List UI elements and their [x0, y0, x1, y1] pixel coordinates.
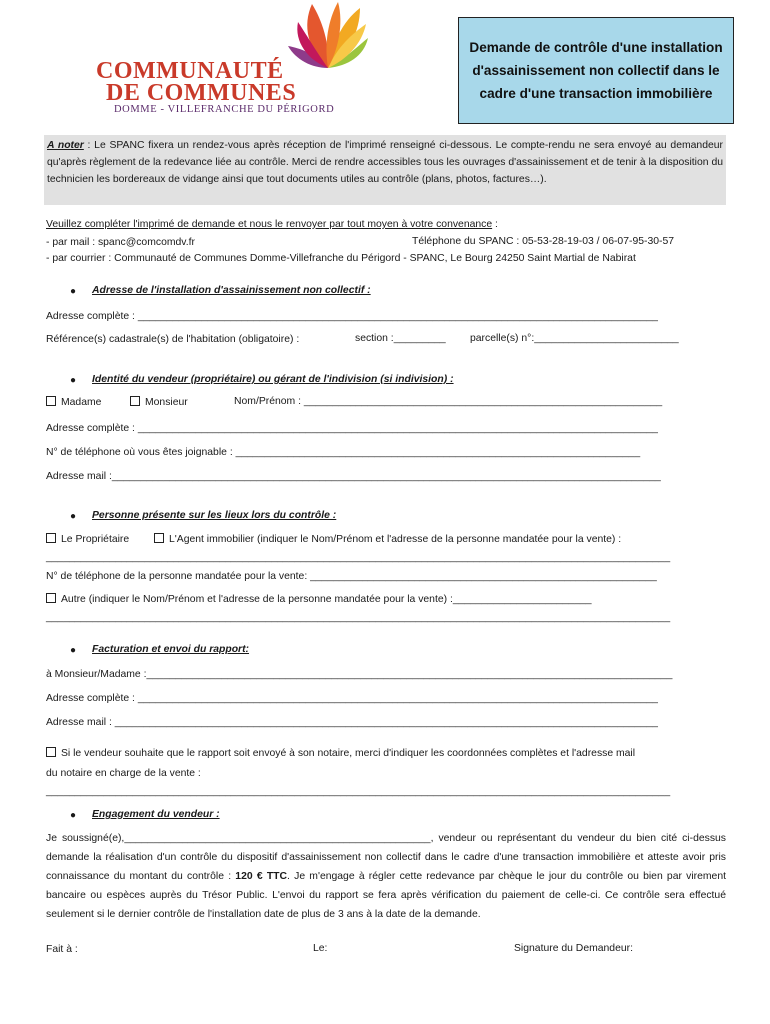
bullet-icon: ● — [70, 511, 77, 522]
notary-option[interactable]: Si le vendeur souhaite que le rapport soit envoyé à son notaire, merci d'indiquer les coordonnées complètes et l'adresse mail — [46, 747, 635, 761]
logo-text-line2: DE COMMUNES — [106, 80, 297, 106]
section4-blank-line[interactable]: ____________________________________________________________________________________________________________ — [46, 786, 671, 797]
note-label: A noter — [47, 140, 84, 151]
note-box — [44, 135, 726, 205]
agent-option[interactable]: L'Agent immobilier (indiquer le Nom/Prénom et l'adresse de la personne mandatée pour la vente) : — [154, 533, 621, 545]
bullet-icon: ● — [70, 286, 77, 297]
section4-recipient-field[interactable]: à Monsieur/Madame :___________________________________________________________________________________________ — [46, 669, 673, 680]
section3-blank-line[interactable]: ____________________________________________________________________________________________________________ — [46, 612, 671, 623]
section4-heading: Facturation et envoi du rapport: — [92, 644, 250, 655]
section2-heading: Identité du vendeur (propriétaire) ou gérant de l'indivision (si indivision) : — [92, 374, 454, 385]
checkbox-icon[interactable] — [130, 396, 140, 406]
title-box — [458, 17, 734, 124]
section1-refs-label: Référence(s) cadastrale(s) de l'habitation (obligatoire) : — [46, 334, 300, 345]
section2-name-field[interactable]: Nom/Prénom : ______________________________________________________________ — [234, 396, 663, 407]
section1-heading: Adresse de l'installation d'assainissement non collectif : — [92, 285, 371, 296]
section3-blank-line[interactable]: ____________________________________________________________________________________________________________ — [46, 552, 671, 563]
section1-section-field[interactable]: section :_________ — [355, 333, 446, 344]
section3-phone-field[interactable]: N° de téléphone de la personne mandatée pour la vente: ____________________________________________________________ — [46, 571, 657, 582]
section1-parcelle-field[interactable]: parcelle(s) n°:_________________________ — [470, 333, 679, 344]
checkbox-icon[interactable] — [46, 396, 56, 406]
other-option[interactable]: Autre (indiquer le Nom/Prénom et l'adresse de la personne mandatée pour la vente) :________________________ — [46, 593, 592, 607]
leaf-emblem-icon — [288, 0, 368, 70]
checkbox-icon[interactable] — [46, 747, 56, 757]
logo-text-line1: COMMUNAUTÉ — [96, 58, 284, 84]
monsieur-option[interactable]: Monsieur — [130, 396, 188, 408]
place-field[interactable]: Fait à : — [46, 944, 78, 955]
section5-heading: Engagement du vendeur : — [92, 809, 220, 820]
intro-post: - par courrier : Communauté de Communes Domme-Villefranche du Périgord - SPANC, Le Bourg 24250 Saint Martial de Nabirat — [46, 253, 636, 264]
section3-heading: Personne présente sur les lieux lors du contrôle : — [92, 510, 337, 521]
madame-option[interactable]: Madame — [46, 396, 101, 410]
engagement-paragraph: Je soussigné(e),_____________________________________________________, vendeur ou représentant du vendeur du bien cité ci-dessus demande la réalisation d'un contrôle du dispositif d'assainissement non collectif dans le cadre d'une transaction immobilière et atteste avoir pris connaissance du montant du contrôle : 120 € TTC. Je m'engage à régler cette redevance par chèque le jour du contrôle ou bien par virement bancaire ou espèces auprès du Trésor Public. L'envoi du rapport se fera après vérification du paiement de celle-ci. Ce contrôle sera effectué seulement si le dernier contrôle de l'installation date de plus de 3 ans à la date de la demande. — [46, 833, 726, 920]
logo — [92, 0, 362, 118]
signature-field[interactable]: Signature du Demandeur: — [514, 943, 633, 954]
section2-phone-field[interactable]: N° de téléphone où vous êtes joignable : ______________________________________________________________________ — [46, 447, 641, 458]
logo-text-line3: DOMME - VILLEFRANCHE DU PÉRIGORD — [114, 104, 335, 115]
checkbox-icon[interactable] — [46, 593, 56, 603]
owner-option[interactable]: Le Propriétaire — [46, 533, 129, 547]
intro-mail: - par mail : spanc@comcomdv.fr — [46, 237, 195, 248]
checkbox-icon[interactable] — [46, 533, 56, 543]
note-text: : Le SPANC fixera un rendez-vous après réception de l'imprimé renseigné ci-dessous. Le compte-rendu ne sera envoyé au demandeur qu'après règlement de la redevance liée au contrôle. Merci de rendre accessibles tous les ouvrages d'assainissement et de tenir à la disposition du technicien les bordereaux de vidange ainsi que tout documents utiles au contrôle (plans, photos, factures…). — [47, 140, 723, 185]
section2-mail-field[interactable]: Adresse mail :_______________________________________________________________________________________________ — [46, 471, 661, 482]
section2-address-field[interactable]: Adresse complète : __________________________________________________________________________________________ — [46, 423, 658, 434]
section4-address-field[interactable]: Adresse complète : __________________________________________________________________________________________ — [46, 693, 658, 704]
checkbox-icon[interactable] — [154, 533, 164, 543]
section4-mail-field[interactable]: Adresse mail : ______________________________________________________________________________________________ — [46, 717, 658, 728]
intro-instruction: Veuillez compléter l'imprimé de demande et nous le renvoyer par tout moyen à votre convenance — [46, 219, 493, 230]
bullet-icon: ● — [70, 810, 77, 821]
date-field[interactable]: Le: — [313, 943, 328, 954]
bullet-icon: ● — [70, 645, 77, 656]
fee-amount: 120 € TTC — [235, 871, 288, 882]
intro-phone: Téléphone du SPANC : 05-53-28-19-03 / 06-07-95-30-57 — [412, 236, 675, 247]
intro-line: Veuillez compléter l'imprimé de demande et nous le renvoyer par tout moyen à votre convenance : — [46, 219, 498, 230]
notary-label: du notaire en charge de la vente : — [46, 768, 201, 779]
section1-address-field[interactable]: Adresse complète : __________________________________________________________________________________________ — [46, 311, 658, 322]
bullet-icon: ● — [70, 375, 77, 386]
page-title: Demande de contrôle d'une installation d'assainissement non collectif dans le cadre d'une transaction immobilière — [469, 40, 723, 101]
